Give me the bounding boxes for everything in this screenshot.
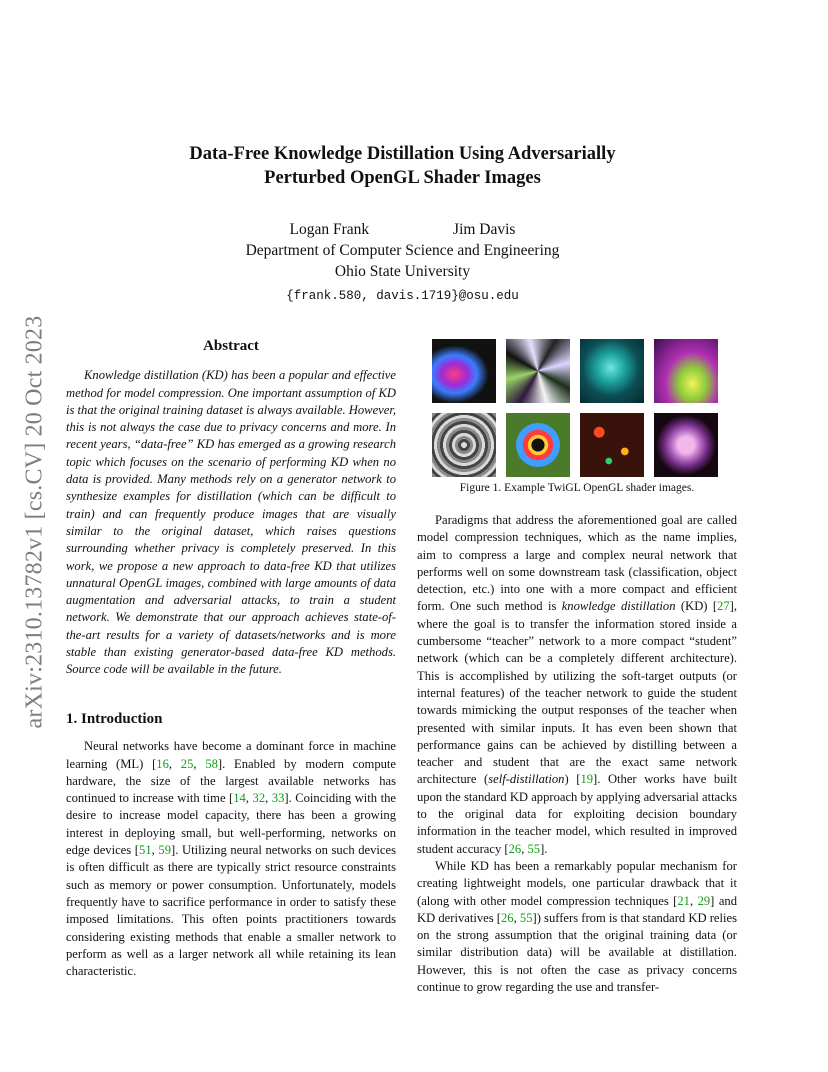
abstract-section xyxy=(66,338,396,679)
paper-title: Data-Free Knowledge Distillation Using Adversarially Perturbed OpenGL Shader Images xyxy=(189,144,616,188)
citation-link[interactable]: 16 xyxy=(156,756,169,771)
citation-link[interactable]: 55 xyxy=(527,841,541,856)
author-block xyxy=(150,219,655,307)
paragraph-kd-drawback: While KD has been a remarkably popular mechanism for creating lightweight models, one particular drawback that it (along with other model compression techniques [21, 29] and KD derivatives [26, 55]) suffers from is that standard KD relies on the strong assumption that the original training data (or similar distribution data) will be available at distillation. However, this is not often the case as privacy concerns continue to grow regarding the use and transfer- xyxy=(417,858,738,995)
citation-link[interactable]: 25 xyxy=(180,756,194,771)
citation-link[interactable]: 51 xyxy=(139,843,152,858)
affiliation-department: Department of Computer Science and Engineering xyxy=(245,242,560,259)
figure-caption: Figure 1. Example TwiGL OpenGL shader images. xyxy=(459,482,695,494)
arxiv-sidebar xyxy=(20,286,50,758)
shader-image-red-speckle xyxy=(580,413,644,477)
shader-image-pink-flower xyxy=(654,413,718,477)
citation-link[interactable]: 26 xyxy=(500,910,514,925)
affiliation-university: Ohio State University xyxy=(334,263,471,280)
figure-1-shader-grid xyxy=(432,339,722,477)
citation-link[interactable]: 59 xyxy=(158,843,171,858)
citation-link[interactable]: 55 xyxy=(519,910,533,925)
citation-link[interactable]: 27 xyxy=(717,599,730,614)
arxiv-identifier: arXiv:2310.13782v1 [cs.CV] 20 Oct 2023 xyxy=(21,315,48,729)
shader-image-yellow-swirl xyxy=(654,339,718,403)
intro-paragraph: Neural networks have become a dominant force in machine learning (ML) [16, 25, 58]. Enabled by modern compute hardware, the size of the largest available networks has continued to increase with time [14, 32, 33]. Coinciding with the desire to increase model capacity, there has been a growing interest in deploying small, but well-performing, networks on edge devices [51, 59]. Utilizing neural networks on such devices is often difficult as there are typically strict resource constraints such as memory or power consumption. Unfortunately, models frequently have to sacrifice performance in order to satisfy these imposed limitations. This often points practitioners towards considering existing methods that enable a smaller network to perform as well as a larger network all while retaining its lean characteristic. xyxy=(66,739,397,979)
shader-image-ribbons xyxy=(432,339,496,403)
right-column-text xyxy=(417,512,737,996)
citation-link[interactable]: 29 xyxy=(697,893,711,908)
shader-image-teal-waves xyxy=(580,339,644,403)
author-name: Logan Frank xyxy=(289,221,370,238)
citation-link[interactable]: 19 xyxy=(580,772,594,787)
citation-link[interactable]: 58 xyxy=(205,756,218,771)
citation-link[interactable]: 32 xyxy=(252,791,266,806)
abstract-heading: Abstract xyxy=(203,338,259,354)
introduction-section xyxy=(66,711,396,980)
citation-link[interactable]: 33 xyxy=(271,791,285,806)
paragraph-model-compression: Paradigms that address the aforementioned goal are called model compression techniques, which as the name implies, aim to compress a large and complex neural network that performs well on some downstream task (classification, object detection, etc.) into one with a more compact and efficient form. One such method is knowledge distillation (KD) [27], where the goal is to transfer the information stored inside a cumbersome “teacher” network to a more compact “student” network (which can be a completely different architecture). This is accomplished by utilizing the soft-target outputs (or internal features) of the teacher network to guide the student towards mimicking the output responses of the teacher when presented with similar inputs. It has even been shown that performance gains can be achieved by distilling between a teacher and student that are the exact same network architecture (self-distillation) [19]. Other works have built upon the standard KD approach by applying adversarial attacks to the original data for exploiting decision boundary information in the teacher model, which resulted in improved student accuracy [26, 55]. xyxy=(417,513,737,856)
citation-link[interactable]: 26 xyxy=(508,841,522,856)
citation-link[interactable]: 21 xyxy=(677,893,690,908)
author-email: {frank.580, davis.1719}@osu.edu xyxy=(286,289,519,303)
introduction-heading: 1. Introduction xyxy=(66,711,163,727)
shader-image-crystal xyxy=(506,339,570,403)
shader-image-gray-texture xyxy=(432,413,496,477)
author-name: Jim Davis xyxy=(453,221,516,238)
citation-link[interactable]: 14 xyxy=(233,791,246,806)
abstract-text: Knowledge distillation (KD) has been a popular and effective method for model compression. One important assumption of KD is that the original training dataset is always available. However, this is not always the case due to privacy concerns and more. In recent years, “data-free” KD has emerged as a growing research topic which focuses on the scenario of performing KD when no data is provided. Many methods rely on a generator network to synthesize examples for distillation (which can be difficult to train) and can frequently produce images that are visually similar to the original dataset, which raises questions surrounding whether privacy is completely preserved. In this work, we propose a new approach to data-free KD that utilizes unnatural OpenGL images, combined with large amounts of data augmentation and adversarial attacks, to train a student network. We demonstrate that our approach achieves state-of-the-art results for a variety of datasets/networks and is more stable than existing generator-based data-free KD methods. Source code will be available in the future. xyxy=(66,368,396,677)
shader-image-orb xyxy=(506,413,570,477)
author-names xyxy=(150,219,655,240)
